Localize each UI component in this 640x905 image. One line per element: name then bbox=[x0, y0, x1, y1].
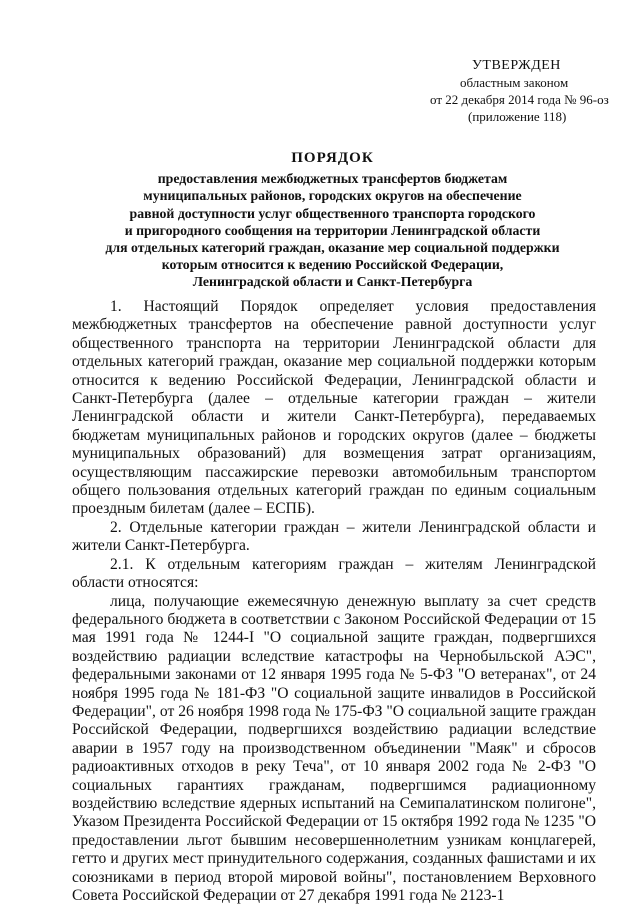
title-line: Ленинградской области и Санкт-Петербурга bbox=[192, 274, 473, 290]
title-line: равной доступности услуг общественного транспорта городского bbox=[129, 205, 536, 221]
approval-date-line: от 22 декабря 2014 года № 96-оз bbox=[430, 92, 609, 107]
title-line: и пригородного сообщения на территории Ленинградской области bbox=[124, 222, 541, 238]
approval-appendix-line: (приложение 118) bbox=[468, 109, 567, 124]
approval-title: УТВЕРЖДЕН bbox=[472, 58, 561, 73]
title-line: предоставления межбюджетных трансфертов бюджетам bbox=[157, 171, 508, 187]
document-title bbox=[60, 150, 605, 291]
paragraph-2: 2. Отдельные категории граждан – жители Ленинградской области и жители Санкт-Петербурга. bbox=[72, 518, 596, 555]
title-heading: ПОРЯДОК bbox=[291, 150, 374, 166]
paragraph-1: 1. Настоящий Порядок определяет условия предоставления межбюджетных трансфертов на обеспечение равной доступности услуг общественного транспорта на территории Ленинградской области для отдельных категорий граждан, оказание мер социальной поддержки которым относится к ведению Российской Федерации, Ленинградской области и Санкт-Петербурга (далее – отдельные категории граждан – жители Ленинградской области и жители Санкт-Петербурга), передаваемых бюджетам муниципальных районов и городских округов (далее – бюджеты муниципальных образований) для возмещения затрат организациям, осуществляющим пассажирские перевозки автомобильным транспортом общего пользования отдельных категорий граждан по единым социальным проездным билетам (далее – ЕСПБ). bbox=[72, 298, 596, 518]
document-body bbox=[72, 298, 596, 905]
title-line: которым относится к ведению Российской Федерации, bbox=[161, 257, 504, 273]
approval-stamp bbox=[430, 57, 630, 125]
title-line: для отдельных категорий граждан, оказание мер социальной поддержки bbox=[105, 240, 560, 256]
paragraph-recipients: лица, получающие ежемесячную денежную выплату за счет средств федерального бюджета в соответствии с Законом Российской Федерации от 15 мая 1991 года № 1244-I "О социальной защите граждан, подвергшихся воздействию радиации вследствие катастрофы на Чернобыльской АЭС", федеральными законами от 12 января 1995 года № 5-ФЗ "О ветеранах", от 24 ноября 1995 года № 181-ФЗ "О социальной защите инвалидов в Российской Федерации", от 26 ноября 1998 года № 175-ФЗ "О социальной защите граждан Российской Федерации, подвергшихся воздействию радиации вследствие аварии в 1957 году на производственном объединении "Маяк" и сбросов радиоактивных отходов в реку Теча", от 10 января 2002 года № 2-ФЗ "О социальных гарантиях гражданам, подвергшимся радиационному воздействию вследствие ядерных испытаний на Семипалатинском полигоне", Указом Президента Российской Федерации от 15 октября 1992 года № 1235 "О предоставлении льгот бывшим несовершеннолетним узникам концлагерей, гетто и других мест принудительного содержания, созданных фашистами и их союзниками в период второй мировой войны", постановлением Верховного Совета Российской Федерации от 27 декабря 1991 года № 2123-1 bbox=[72, 592, 596, 904]
paragraph-2-1: 2.1. К отдельным категориям граждан – жителям Ленинградской области относятся: bbox=[72, 555, 596, 592]
title-line: муниципальных районов, городских округов на обеспечение bbox=[143, 188, 522, 204]
approval-law-line: областным законом bbox=[460, 75, 569, 90]
